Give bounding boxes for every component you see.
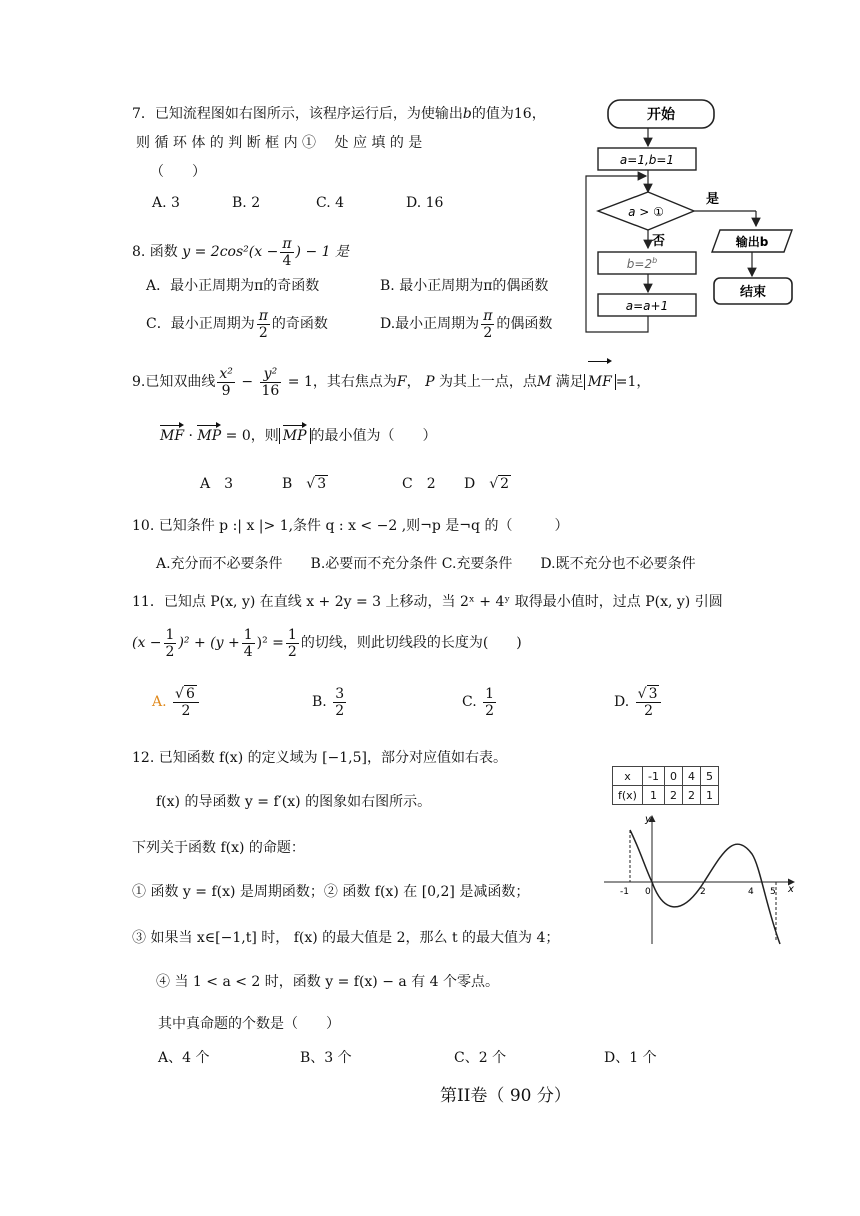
q7-option-b: B. 2 [232,195,261,211]
q9-option-d: D √ 2 [464,476,510,492]
q12-line3: 下列关于函数 f(x) 的命题： [132,840,305,856]
flow-condition-text: a > ① [628,205,664,219]
table-cell: 1 [642,786,664,805]
q12-option-c: C、2 个 [454,1050,507,1066]
q10-stem: 10. 已知条件 p :| x |> 1,条件 q : x < −2 ,则¬p 是¬q 的（ ） [132,518,569,534]
q12-line1: 12. 已知函数 f(x) 的定义域为 [−1,5]，部分对应值如右表。 [132,750,507,766]
q11-option-b: B. $\frac{3}{2}$ [312,685,345,719]
q12-line6: ④ 当 1 < a < 2 时，函数 y = f(x) − a 有 4 个零点。 [156,974,499,990]
table-cell: -1 [642,767,664,786]
tick-label: 4 [748,887,754,897]
q11-line1: 11．已知点 P(x, y) 在直线 x + 2y = 3 上移动，当 2ˣ + 4ʸ 取得最小值时，过点 P(x, y) 引圆 [132,594,723,610]
x-axis-label: x [788,884,794,895]
table-cell: f(x) [613,786,643,805]
q7-option-d: D. 16 [406,195,444,211]
flow-update-b-text: b=2 [626,257,653,271]
value-table [612,766,719,805]
q12-line4: ① 函数 y = f(x) 是周期函数；② 函数 f(x) 在 [0,2] 是减函数； [132,884,530,900]
q8-option-c: C．最小正周期为 $\frac{\pi}{2}$ 的奇函数 [146,307,328,341]
flow-update-a-text: a=a+1 [625,299,669,313]
q11-option-a: A. $\frac{√ 6}{2}$ [152,680,201,724]
q12-line2: f(x) 的导函数 y = f′(x) 的图象如右图所示。 [156,794,432,810]
flow-init-text: a=1,b=1 [619,153,675,167]
q7-line3: （ ） [150,164,206,180]
flow-output-text: 输出b [735,235,769,249]
q12-option-a: A、4 个 [158,1050,210,1066]
tick-label: -1 [620,887,629,897]
q11-line2: (x − $\frac{1}{2}$ )² + (y + $\frac{1}{4}$ )² = $\frac{1}{2}$ 的切线，则此切线段的长度为( ) [132,626,522,660]
flow-start-text: 开始 [647,107,675,123]
q12-line5: ③ 如果当 x∈[−1,t] 时， f(x) 的最大值是 2，那么 t 的最大值为 4； [132,930,560,946]
q12-line7: 其中真命题的个数是（ ） [158,1016,340,1032]
table-row [613,786,719,805]
q10-options: A.充分而不必要条件 B.必要而不充分条件 C.充要条件 D.既不充分也不必要条件 [156,556,696,572]
q9-line2: MF · MP = 0，则 MP 的最小值为（ ） [160,428,437,444]
q7-line1: 7．已知流程图如右图所示，该程序运行后，为使输出b的值为16， [132,106,546,122]
table-row [613,767,719,786]
table-cell: 2 [664,786,682,805]
q9-option-c: C 2 [402,476,436,492]
flow-no-label: 否 [652,234,666,249]
flow-end-text: 结束 [739,285,767,300]
q8-option-d: D.最小正周期为 $\frac{\pi}{2}$ 的偶函数 [380,307,553,341]
table-cell: 2 [682,786,700,805]
q12-option-b: B、3 个 [300,1050,352,1066]
y-axis-label: y [645,814,651,825]
q7-line2: 则 循 环 体 的 判 断 框 内 ① 处 应 填 的 是 [136,135,423,151]
q8-stem: 8. 函数 y = 2cos²(x − $\frac{\pi}{4}$ ) − 1 是 [132,235,349,269]
q9-option-b: B √ 3 [282,476,327,492]
section-title: 第II卷（ 90 分） [440,1086,571,1106]
q7-option-c: C. 4 [316,195,345,211]
table-cell: 0 [664,767,682,786]
flowchart [580,92,810,352]
derivative-graph [600,810,800,950]
q12-option-d: D、1 个 [604,1050,657,1066]
q7-option-a: A. 3 [152,195,180,211]
table-cell: x [613,767,643,786]
tick-label: 0 [645,887,651,897]
tick-label: 2 [700,887,706,897]
table-cell: 1 [700,786,718,805]
tick-label: 5 [770,887,776,897]
table-cell: 4 [682,767,700,786]
q8-option-b: B. 最小正周期为π的偶函数 [380,278,549,294]
q11-option-d: D. $\frac{√ 3}{2}$ [614,680,663,724]
q9-stem: 9.已知双曲线 $\frac{\text{x²}}{9}$ − $\frac{\text{y²}}{16}$ = 1，其右焦点为F， P 为其上一点，点M 满足 MF =1， [132,362,650,402]
q9-option-a: A 3 [200,476,234,492]
table-cell: 5 [700,767,718,786]
flow-update-b-exp: b [652,256,658,265]
q11-option-c: C. $\frac{1}{2}$ [462,685,495,719]
flow-yes-label: 是 [706,192,720,207]
q8-option-a: A．最小正周期为π的奇函数 [146,278,320,294]
